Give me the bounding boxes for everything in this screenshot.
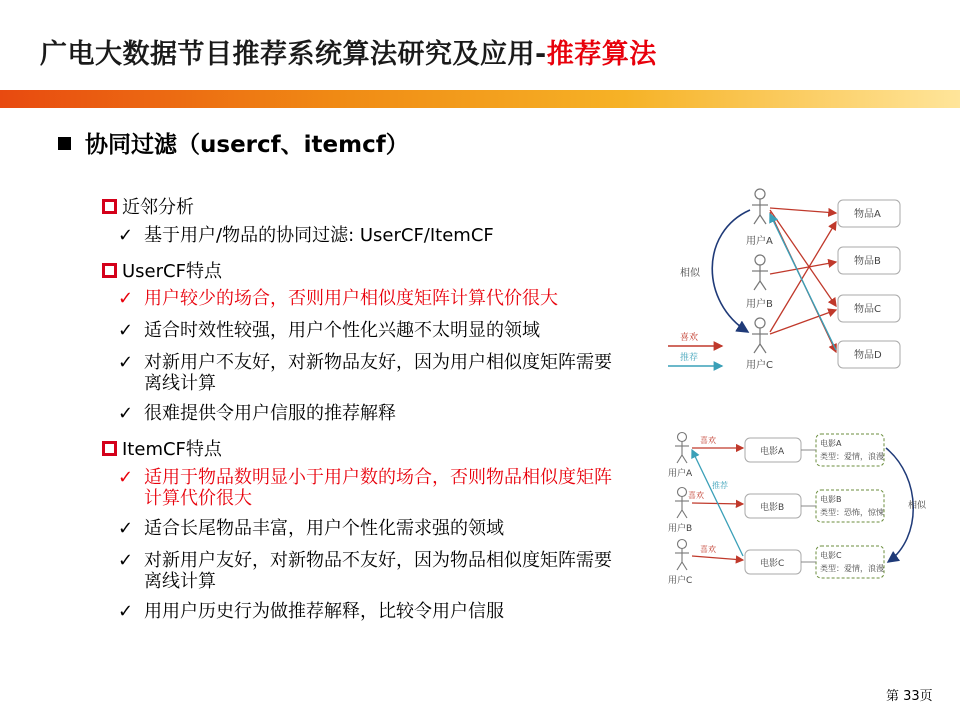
page-title <box>40 32 657 71</box>
list-item <box>118 467 618 509</box>
recommend-label: 推荐 <box>712 481 728 490</box>
list-item-text: 很难提供令用户信服的推荐解释 <box>144 403 396 424</box>
user-b-figure-icon <box>752 255 768 290</box>
title-main: 广电大数据节目推荐系统算法研究及应用- <box>40 39 547 70</box>
usercf-diagram <box>660 182 920 380</box>
user-b-label: 用户B <box>746 299 773 310</box>
like-label-a: 喜欢 <box>700 436 716 445</box>
checkmark-icon: ✓ <box>118 352 134 373</box>
movie-a-detail-type: 类型：爱情，浪漫 <box>820 452 884 461</box>
user-b-label: 用户B <box>668 524 693 534</box>
like-label-c: 喜欢 <box>700 545 716 554</box>
list-item <box>118 601 618 622</box>
movie-c-detail-type: 类型：爱情，浪漫 <box>820 564 884 573</box>
checkmark-icon: ✓ <box>118 320 134 341</box>
list-item-text: 用户较少的场合，否则用户相似度矩阵计算代价很大 <box>144 288 558 309</box>
section-heading-text: 协同过滤（usercf、itemcf） <box>85 132 409 158</box>
list-item-text: 适合时效性较强，用户个性化兴趣不太明显的领域 <box>144 320 540 341</box>
list-item-text: 适用于物品数明显小于用户数的场合，否则物品相似度矩阵计算代价很大 <box>144 467 612 509</box>
item-a-label: 物品A <box>854 209 881 220</box>
movie-c-detail-name: 电影C <box>820 551 842 560</box>
title-accent: 推荐算法 <box>546 39 657 70</box>
user-c-figure-icon <box>752 318 768 353</box>
list-item-text: 对新用户不友好，对新物品友好，因为用户相似度矩阵需要离线计算 <box>144 352 612 394</box>
list-item-text: 用用户历史行为做推荐解释，比较令用户信服 <box>144 601 504 622</box>
user-c-label: 用户C <box>668 576 693 586</box>
user-a-label: 用户A <box>668 469 693 479</box>
legend-like-label: 喜欢 <box>680 333 699 343</box>
movie-b-detail-name: 电影B <box>820 495 842 504</box>
similar-label: 相似 <box>680 268 700 279</box>
similar-curve-arrow <box>712 210 750 332</box>
movie-b-label: 电影B <box>760 503 785 513</box>
checkmark-icon: ✓ <box>118 550 134 571</box>
movie-b-detail-type: 类型：恐怖，惊悚 <box>820 508 884 517</box>
checkbox-bullet-icon <box>102 441 117 456</box>
list-item <box>118 352 618 394</box>
movie-a-label: 电影A <box>760 447 785 457</box>
like-label-b: 喜欢 <box>688 491 704 500</box>
subsection-itemcf <box>102 435 222 461</box>
list-item-text: 适合长尾物品丰富，用户个性化需求强的领域 <box>144 518 504 539</box>
list-item <box>118 550 618 592</box>
item-c-label: 物品C <box>854 304 881 315</box>
similar-label: 相似 <box>908 501 927 511</box>
list-item <box>118 225 618 246</box>
list-item <box>118 288 618 309</box>
user-a-label: 用户A <box>746 236 773 247</box>
user-a-figure-icon <box>675 433 689 464</box>
user-c-figure-icon <box>675 540 689 571</box>
list-item-text: 基于用户/物品的协同过滤: UserCF/ItemCF <box>144 225 494 246</box>
list-item <box>118 320 618 341</box>
subsection-label: ItemCF特点 <box>122 439 222 460</box>
movie-a-detail-name: 电影A <box>820 439 842 448</box>
user-b-figure-icon <box>675 488 689 519</box>
checkmark-icon: ✓ <box>118 288 134 309</box>
checkmark-icon: ✓ <box>118 601 134 622</box>
list-item <box>118 518 618 539</box>
itemcf-diagram <box>660 428 930 588</box>
subsection-label: UserCF特点 <box>122 261 222 282</box>
item-b-label: 物品B <box>854 256 881 267</box>
subsection-usercf <box>102 257 222 283</box>
header-gradient-bar <box>0 90 960 108</box>
section-heading <box>58 126 409 159</box>
checkmark-icon: ✓ <box>118 467 134 488</box>
checkbox-bullet-icon <box>102 263 117 278</box>
checkbox-bullet-icon <box>102 199 117 214</box>
checkmark-icon: ✓ <box>118 225 134 246</box>
movie-c-label: 电影C <box>760 559 785 569</box>
legend-recommend-label: 推荐 <box>680 353 699 363</box>
subsection-neighbor-analysis <box>102 193 194 219</box>
detail-connectors <box>801 450 816 562</box>
recommend-arrow <box>770 214 836 350</box>
checkmark-icon: ✓ <box>118 518 134 539</box>
square-bullet-icon <box>58 137 71 150</box>
list-item-text: 对新用户友好，对新物品不友好，因为物品相似度矩阵需要离线计算 <box>144 550 612 592</box>
user-a-figure-icon <box>752 189 768 224</box>
item-d-label: 物品D <box>854 350 882 361</box>
user-c-label: 用户C <box>746 360 773 371</box>
subsection-label: 近邻分析 <box>122 197 194 218</box>
page-number: 第 33页 <box>886 689 933 704</box>
list-item <box>118 403 618 424</box>
checkmark-icon: ✓ <box>118 403 134 424</box>
